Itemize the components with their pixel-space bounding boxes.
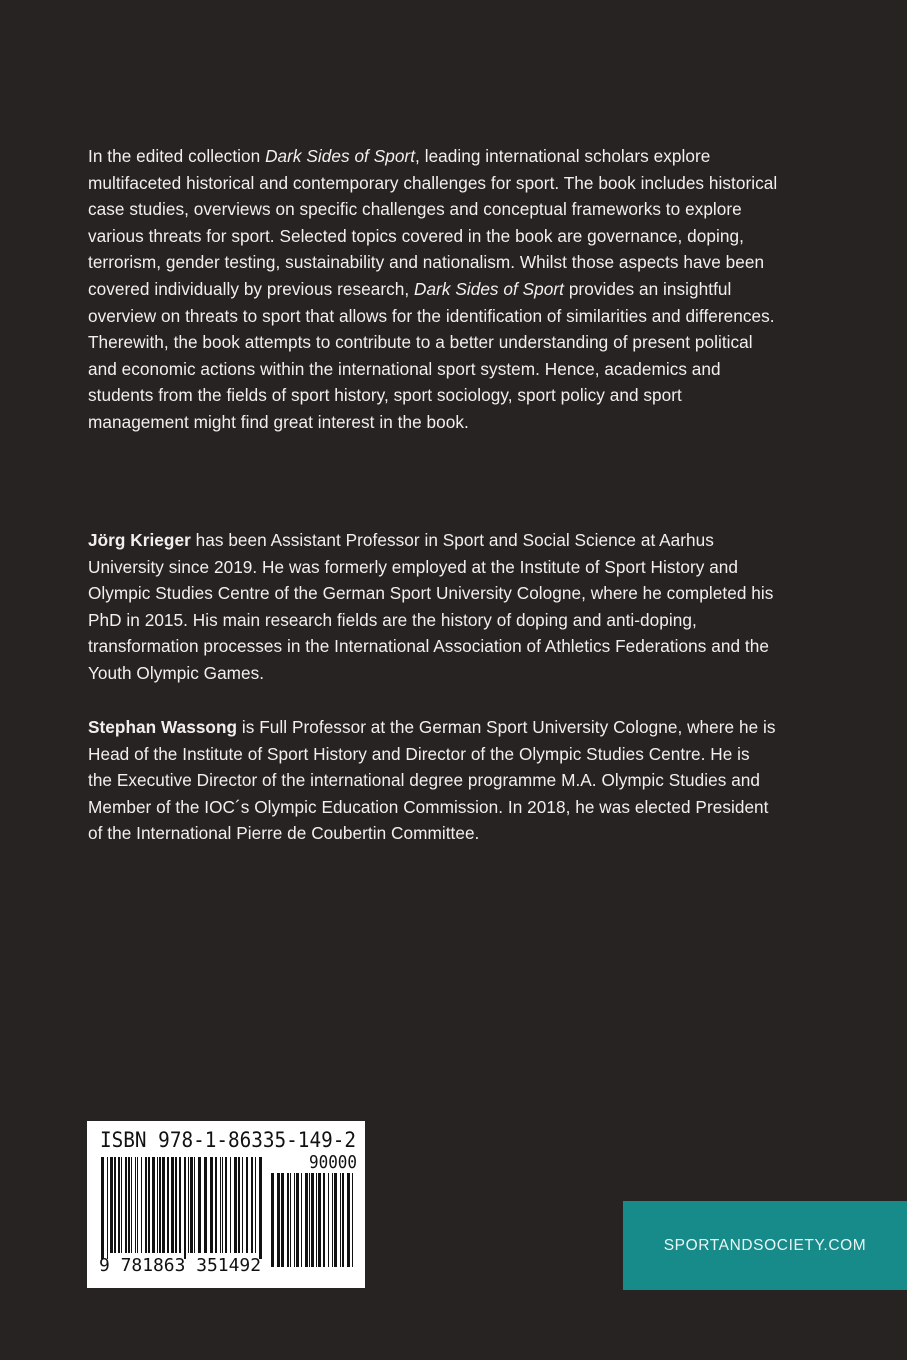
barcode-bar [148, 1157, 150, 1253]
bio-text: is Full Professor at the German Sport University Cologne, where he is Head of the Institute of Sport History and Director of the Olympic Studies Centre. He is the Executive Director of the international degree programme M.A. Olympic Studies and Member of the IOC´s Olympic Education Commission. In 2018, he was elected President of the International Pierre de Coubertin Committee. [88, 717, 776, 844]
description-part-3: provides an insightful overview on threats to sport that allows for the identification of similarities and differences. Therewith, the book attempts to contribute to a better understanding of present political and economic actions within the international sport system. Hence, academics and students from the fields of sport history, sport sociology, sport policy and sport management might find great interest in the book. [88, 278, 775, 432]
barcode-bar [175, 1157, 177, 1253]
barcode-bar [135, 1157, 136, 1253]
addon-barcode-bars [271, 1173, 353, 1267]
barcode-bar [190, 1157, 193, 1253]
barcode-bar [238, 1157, 240, 1253]
barcode-bar [305, 1173, 308, 1267]
book-title-italic: Dark Sides of Sport [265, 146, 416, 166]
barcode-bar [101, 1157, 104, 1259]
barcode-bar [225, 1157, 227, 1253]
bio-paragraph [88, 714, 778, 847]
barcode-bar [159, 1157, 161, 1253]
ean-barcode-bars [101, 1157, 262, 1259]
barcode-bar [342, 1173, 344, 1267]
barcode-bar [198, 1157, 201, 1253]
barcode-bar [179, 1157, 181, 1253]
barcode-bar [171, 1157, 174, 1253]
barcode-bar [162, 1157, 165, 1253]
barcode-bar [210, 1157, 213, 1253]
bio-paragraph [88, 527, 778, 687]
barcode-bar [334, 1173, 337, 1267]
barcode-bar [230, 1157, 231, 1253]
isbn-label: ISBN 978-1-86335-149-2 [100, 1128, 356, 1152]
barcode-bar [318, 1173, 321, 1267]
barcode-bar [309, 1173, 310, 1267]
barcode-bar [301, 1173, 302, 1267]
barcode-bar [281, 1173, 284, 1267]
author-name: Stephan Wassong [88, 717, 238, 737]
barcode-bar [242, 1157, 243, 1253]
barcode-bar [145, 1157, 147, 1253]
barcode-bar [259, 1157, 262, 1259]
barcode-bar [188, 1157, 189, 1253]
barcode-bar [152, 1157, 155, 1253]
ean-digits: 9 781863 351492 [99, 1255, 261, 1276]
barcode-bar [220, 1157, 221, 1253]
website-label: SPORTANDSOCIETY.COM [663, 1236, 867, 1254]
barcode-bar [167, 1157, 169, 1253]
barcode-bar [347, 1173, 350, 1267]
barcode-bar [125, 1157, 127, 1253]
website-banner [623, 1201, 907, 1290]
barcode-bar [316, 1173, 317, 1267]
barcode-bar [294, 1173, 295, 1267]
barcode-bar [277, 1173, 280, 1267]
barcode-bar [246, 1157, 248, 1253]
barcode-bar [287, 1173, 289, 1267]
barcode-graphic [87, 1121, 365, 1288]
barcode-bar [328, 1173, 329, 1267]
barcode-bar [141, 1157, 142, 1253]
barcode-bar [215, 1157, 217, 1253]
barcode-bar [194, 1157, 195, 1253]
barcode-bar [137, 1157, 138, 1253]
barcode-bar [157, 1157, 158, 1253]
author-bio-wassong [88, 714, 778, 847]
author-name: Jörg Krieger [88, 530, 191, 550]
barcode-bar [110, 1157, 113, 1253]
barcode-bar [234, 1157, 237, 1253]
barcode-bar [340, 1173, 341, 1267]
description-intro: In the edited collection [88, 146, 266, 166]
book-description [88, 143, 778, 436]
barcode-bar [114, 1157, 116, 1253]
barcode-bar [222, 1157, 223, 1253]
barcode-bar [121, 1157, 122, 1253]
barcode-bar [352, 1173, 353, 1267]
barcode-bar [184, 1157, 186, 1259]
barcode-bar [255, 1157, 256, 1253]
barcode-bar [296, 1173, 299, 1267]
book-title-italic-2: Dark Sides of Sport [414, 278, 564, 299]
barcode-bar [251, 1157, 253, 1253]
barcode-bar [332, 1173, 333, 1267]
barcode-bar [131, 1157, 132, 1253]
barcode-bar [118, 1157, 120, 1253]
barcode-bar [311, 1173, 314, 1267]
description-paragraph [88, 143, 778, 436]
barcode-bar [204, 1157, 207, 1253]
price-code: 90000 [309, 1152, 357, 1173]
barcode-bar [290, 1173, 291, 1267]
barcode-bar [128, 1157, 130, 1253]
isbn-barcode [87, 1121, 365, 1288]
author-bio-krieger [88, 527, 778, 687]
barcode-bar [271, 1173, 274, 1267]
bio-text: has been Assistant Professor in Sport and Social Science at Aarhus University since 2019. He was formerly employed at the Institute of Sport History and Olympic Studies Centre of the German Sport University Cologne, where he completed his PhD in 2015. His main research fields are the history of doping and anti-doping, transformation processes in the International Association of Athletics Federations and the Youth Olympic Games. [88, 530, 774, 683]
description-part-2: , leading international scholars explore multifaceted historical and contemporary challenges for sport. The book includes historical case studies, overviews on specific challenges and conceptual frameworks to explore various threats for sport. Selected topics covered in the book are governance, doping, terrorism, gender testing, sustainability and nationalism. Whilst those aspects have been covered individually by previous research, [88, 146, 778, 299]
barcode-bar [323, 1173, 325, 1267]
barcode-bar [107, 1157, 108, 1259]
